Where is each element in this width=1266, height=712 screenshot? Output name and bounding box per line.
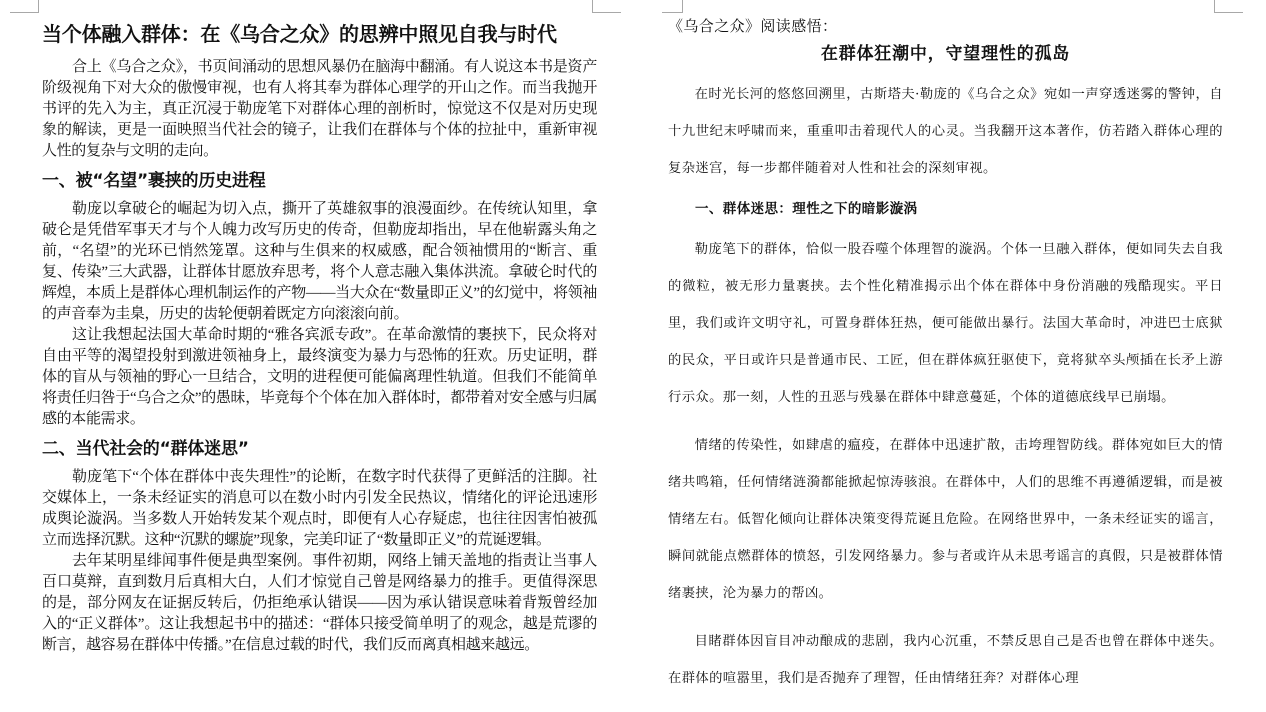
left-section-one-paragraph-two: 这让我想起法国大革命时期的“雅各宾派专政”。在革命激情的裹挟下，民众将对自由平等的渴望投射到激进领袖身上，最终演变为暴力与恐怖的狂欢。历史证明，群体的盲从与领袖的野心一旦结合，文明的进程便可能偏离理性轨道。但我们不能简单将责任归咎于“乌合之众”的愚昧，毕竟每个个体在加入群体时，都带着对安全感与归属感的本能需求。 <box>42 327 597 427</box>
right-page-title: 在群体狂潮中，守望理性的孤岛 <box>820 44 1071 64</box>
left-section-two-paragraph-one: 勒庞笔下“个体在群体中丧失理性”的论断，在数字时代获得了更鲜活的注脚。社交媒体上，一条未经证实的消息可以在数小时内引发全民热议，情绪化的评论迅速形成舆论漩涡。当多数人开始转发某个观点时，即便有人心存疑虑，也往往因害怕被孤立而选择沉默。这种“沉默的螺旋”现象，完美印证了“数量即正义”的荒诞逻辑。 <box>42 469 597 548</box>
left-section-one-heading: 一、被“名望”裹挟的历史进程 <box>42 171 266 191</box>
right-top-crop-mark <box>592 0 621 13</box>
right-page-top-left-crop-mark <box>662 0 683 13</box>
right-section-one-paragraph-three: 目睹群体因盲目冲动酿成的悲剧，我内心沉重，不禁反思自己是否也曾在群体中迷失。在群体的喧嚣里，我们是否抛弃了理智，任由情绪狂奔？对群体心理 <box>668 634 1223 686</box>
right-intro-paragraph: 在时光长河的悠悠回溯里，古斯塔夫·勒庞的《乌合之众》宛如一声穿透迷雾的警钟，自十九世纪末呼啸而来，重重叩击着现代人的心灵。当我翻开这本著作，仿若踏入群体心理的复杂迷宫，每一步都伴随着对人性和社会的深刻审视。 <box>668 87 1223 176</box>
right-page-header: 《乌合之众》阅读感悟： <box>668 17 838 35</box>
left-intro-paragraph: 合上《乌合之众》，书页间涌动的思想风暴仍在脑海中翻涌。有人说这本书是资产阶级视角下对大众的傲慢审视，也有人将其奉为群体心理学的开山之作。而当我抛开书评的先入为主，真正沉浸于勒庞笔下对群体心理的剖析时，惊觉这不仅是对历史现象的解读，更是一面映照当代社会的镜子，让我们在群体与个体的拉扯中，重新审视人性的复杂与文明的走向。 <box>42 59 597 159</box>
right-document-page <box>640 0 1266 712</box>
right-page-top-right-crop-mark <box>1214 0 1243 13</box>
left-section-one-paragraph-one: 勒庞以拿破仑的崛起为切入点，撕开了英雄叙事的浪漫面纱。在传统认知里，拿破仑是凭借军事天才与个人魄力改写历史的传奇，但勒庞却指出，早在他崭露头角之前，“名望”的光环已悄然笼罩。这种与生俱来的权威感，配合领袖惯用的“断言、重复、传染”三大武器，让群体甘愿放弃思考，将个人意志融入集体洪流。拿破仑时代的辉煌，本质上是群体心理机制运作的产物——当大众在“数量即正义”的幻觉中，将领袖的声音奉为圭臬，历史的齿轮便朝着既定方向滚滚向前。 <box>42 201 597 322</box>
left-section-two-paragraph-two: 去年某明星绯闻事件便是典型案例。事件初期，网络上铺天盖地的指责让当事人百口莫辩，直到数月后真相大白，人们才惊觉自己曾是网络暴力的推手。更值得深思的是，部分网友在证据反转后，仍拒绝承认错误——因为承认错误意味着背叛曾经加入的“正义群体”。这让我想起书中的描述：“群体只接受简单明了的观念，越是荒谬的断言，越容易在群体中传播。”在信息过载的时代，我们反而离真相越来越远。 <box>42 553 597 653</box>
right-section-one-paragraph-one: 勒庞笔下的群体，恰似一股吞噬个体理智的漩涡。个体一旦融入群体，便如同失去自我的微粒，被无形力量裹挟。去个性化精准揭示出个体在群体中身份消融的残酷现实。平日里，我们或许文明守礼，可置身群体狂热，便可能做出暴行。法国大革命时，冲进巴士底狱的民众，平日或许只是普通市民、工匠，但在群体疯狂驱使下，竟将狱卒头颅插在长矛上游行示众。那一刻，人性的丑恶与残暴在群体中肆意蔓延，个体的道德底线早已崩塌。 <box>668 242 1223 405</box>
left-page-title: 当个体融入群体：在《乌合之众》的思辨中照见自我与时代 <box>42 22 557 46</box>
right-section-one-paragraph-two: 情绪的传染性，如肆虐的瘟疫，在群体中迅速扩散，击垮理智防线。群体宛如巨大的情绪共鸣箱，任何情绪涟漪都能掀起惊涛骇浪。在群体中，人们的思维不再遵循逻辑，而是被情绪左右。低智化倾向让群体决策变得荒诞且危险。在网络世界中，一条未经证实的谣言，瞬间就能点燃群体的愤怒，引发网络暴力。参与者或许从未思考谣言的真假，只是被群体情绪裹挟，沦为暴力的帮凶。 <box>668 438 1223 601</box>
right-section-one-heading: 一、群体迷思：理性之下的暗影漩涡 <box>695 201 918 217</box>
left-article <box>42 20 597 656</box>
left-section-two-heading: 二、当代社会的“群体迷思” <box>42 439 249 459</box>
right-article <box>668 14 1223 708</box>
left-top-crop-mark <box>10 0 39 13</box>
